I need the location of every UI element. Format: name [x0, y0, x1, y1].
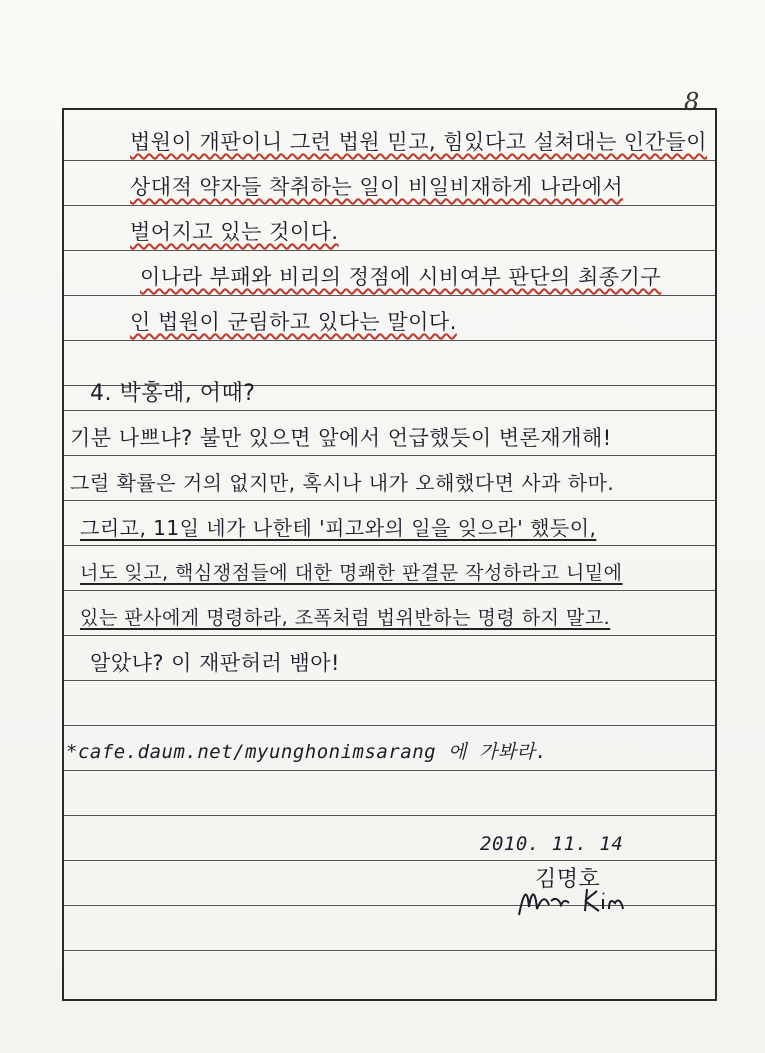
- ruled-line: [64, 205, 715, 206]
- text-line-8: 그럴 확률은 거의 없지만, 혹시나 내가 오해했다면 사과 하마.: [70, 471, 615, 495]
- url-line: *cafe.daum.net/myunghonimsarang 에 가봐라.: [66, 741, 548, 763]
- text-line-2: 상대적 약자들 착취하는 일이 비일비재하게 나라에서: [130, 175, 624, 199]
- page-number: 8: [684, 88, 700, 116]
- ruled-line: [64, 455, 715, 456]
- ruled-line: [64, 770, 715, 771]
- text-line-9: 그리고, 11일 네가 나한테 '피고와의 일을 잊으라' 했듯이,: [80, 516, 597, 540]
- text-line-12: 알았냐? 이 재판허러 뱀아!: [90, 651, 340, 675]
- ruled-line: [64, 500, 715, 501]
- ruled-line: [64, 545, 715, 546]
- author-name: 김명호: [535, 867, 601, 892]
- text-line-10: 너도 잊고, 핵심쟁점들에 대한 명쾌한 판결문 작성하라고 니밑에: [80, 562, 623, 584]
- ruled-line: [64, 295, 715, 296]
- ruled-line: [64, 160, 715, 161]
- text-line-7: 기분 나쁘냐? 불만 있으면 앞에서 언급했듯이 변론재개해!: [70, 426, 612, 450]
- ruled-line: [64, 410, 715, 411]
- ruled-line: [64, 860, 715, 861]
- ruled-line: [64, 635, 715, 636]
- date: 2010. 11. 14: [480, 833, 624, 855]
- ruled-line: [64, 590, 715, 591]
- text-line-1: 법원이 개판이니 그런 법원 믿고, 힘있다고 설쳐대는 인간들이: [130, 130, 708, 154]
- section-heading: 4. 박홍래, 어때?: [90, 381, 256, 406]
- text-line-4: 이나라 부패와 비리의 정점에 시비여부 판단의 최종기구: [140, 265, 662, 289]
- ruled-line: [64, 340, 715, 341]
- ruled-line: [64, 815, 715, 816]
- handwritten-signature: [515, 875, 635, 925]
- ruled-line: [64, 950, 715, 951]
- text-line-3: 벌어지고 있는 것이다.: [130, 220, 339, 244]
- ruled-line: [64, 725, 715, 726]
- text-line-5: 인 법원이 군림하고 있다는 말이다.: [130, 310, 457, 334]
- ruled-line: [64, 250, 715, 251]
- text-line-11: 있는 판사에게 명령하라, 조폭처럼 법위반하는 명령 하지 말고.: [80, 607, 611, 629]
- ruled-line: [64, 680, 715, 681]
